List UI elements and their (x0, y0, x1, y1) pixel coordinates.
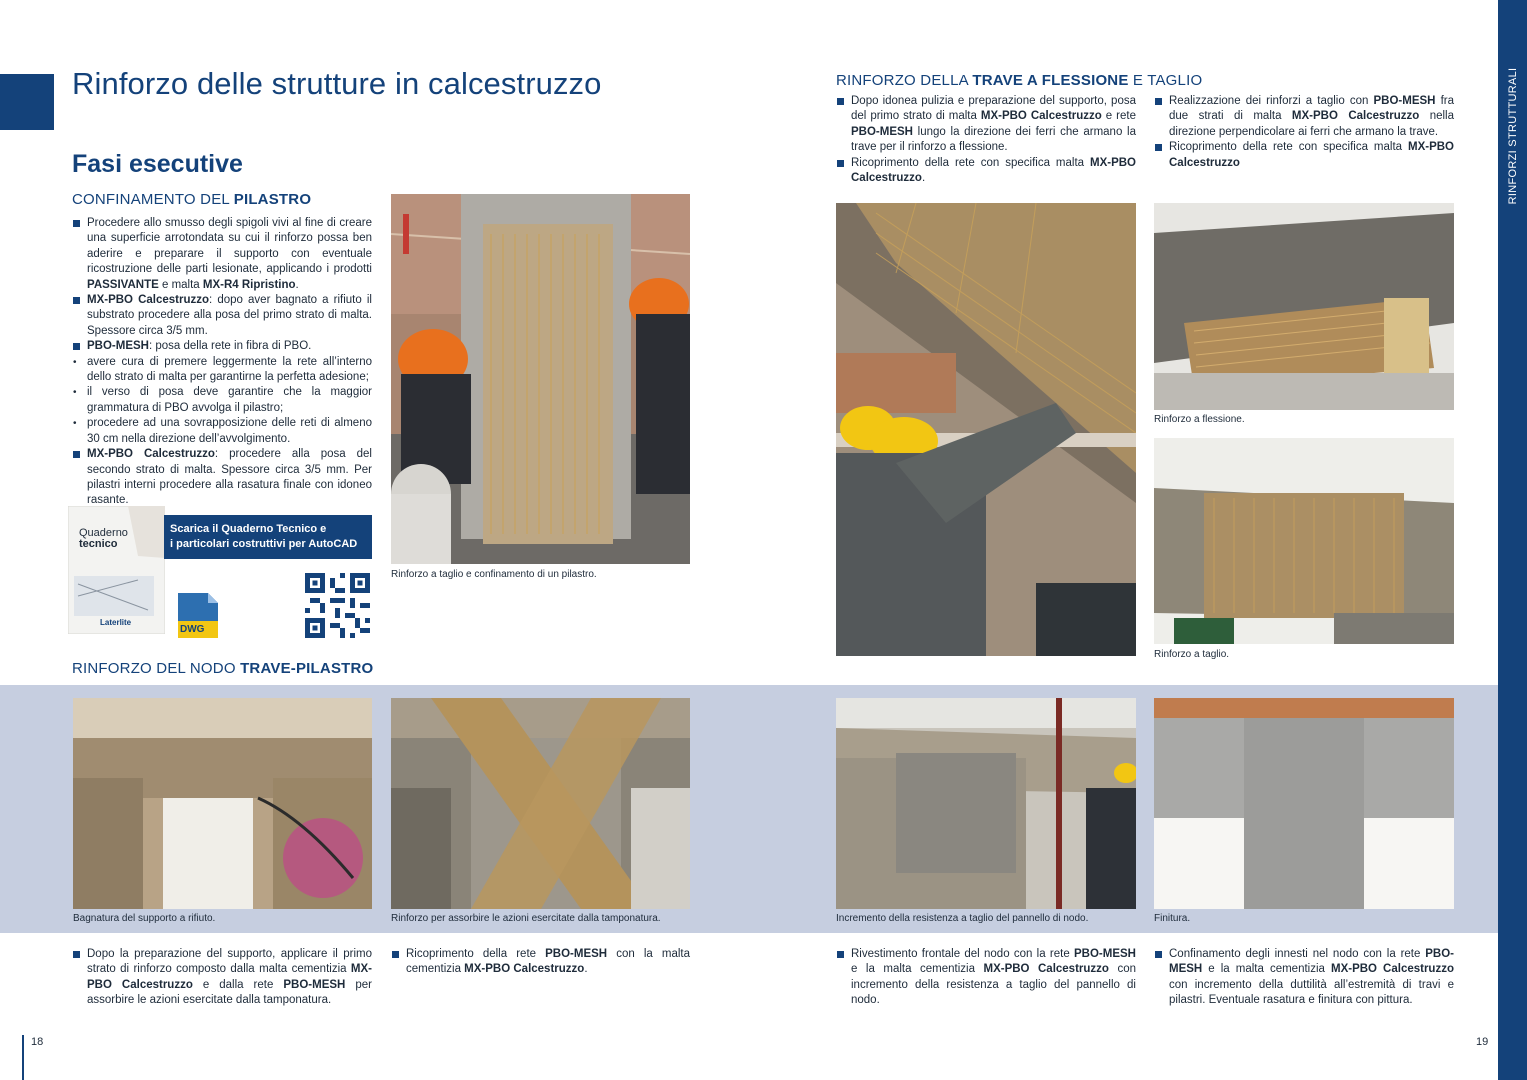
list-item: • il verso di posa deve garantire che la maggior grammatura di PBO avvolga il pilastro; (72, 385, 372, 416)
page-number-left: 18 (31, 1036, 44, 1048)
heading-confinamento-pilastro: CONFINAMENTO DEL PILASTRO (72, 191, 312, 208)
list-item: Dopo la preparazione del supporto, applicare il primo strato di rinforzo composto dalla malta cementizia MX-PBO Calcestruzzo e dalla rete PBO-MESH per assorbire le azioni esercitate dalla tamponatura. (72, 947, 372, 1009)
photo-pillar-confinement (391, 194, 690, 564)
list-item: MX-PBO Calcestruzzo: dopo aver bagnato a rifiuto il substrato procedere alla posa del primo strato di malta. Spessore circa 3/5 mm. (72, 293, 372, 339)
title-accent-block (0, 74, 54, 130)
booklet-brand: Laterlite (100, 618, 132, 627)
photo-band-tamponatura (391, 698, 690, 909)
bottom-text-2 (391, 947, 690, 978)
photo-band-finish (1154, 698, 1454, 909)
caption-flessione: Rinforzo a flessione. (1154, 414, 1245, 425)
list-item: Dopo idonea pulizia e preparazione del supporto, posa del primo strato di malta MX-PBO Calcestruzzo e rete PBO-MESH lungo la direzione dei ferri che armano la trave per il rinforzo a flessione. (836, 94, 1136, 156)
dwg-file-icon[interactable]: DWG (178, 593, 218, 638)
trave-steps-list-1 (836, 94, 1136, 186)
list-item: Realizzazione dei rinforzi a taglio con PBO-MESH fra due strati di malta MX-PBO Calcestruzzo nella direzione perpendicolare ai ferri che armano la trave. (1154, 94, 1454, 140)
list-item: Procedere allo smusso degli spigoli vivi al fine di creare una superficie arrotondata su cui il rinforzo possa ben aderire e preparare il supporto con eventuale ricostruzione delle parti lesionate, applicando i prodotti PASSIVANTE e malta MX-R4 Ripristino. (72, 216, 372, 293)
side-section-label: RINFORZI STRUTTURALI (1506, 67, 1519, 205)
list-item: • procedere ad una sovrapposizione delle reti di almeno 30 cm nella direzione dell’avvolgimento. (72, 416, 372, 447)
list-item: Confinamento degli innesti nel nodo con la rete PBO-MESH e la malta cementizia MX-PBO Calcestruzzo con incremento della duttilità all’estremità di travi e pilastri. Eventuale rasatura e finitura con pittura. (1154, 947, 1454, 1009)
bottom-text-3 (836, 947, 1136, 1009)
bottom-text-4 (1154, 947, 1454, 1009)
trave-steps-list-2 (1154, 94, 1454, 171)
bottom-text-1 (72, 947, 372, 1009)
heading-trave-flessione-taglio: RINFORZO DELLA TRAVE A FLESSIONE E TAGLIO (836, 72, 1203, 89)
download-banner[interactable]: Scarica il Quaderno Tecnico e i particolari costruttivi per AutoCAD (164, 515, 372, 559)
list-item: Rivestimento frontale del nodo con la rete PBO-MESH e la malta cementizia MX-PBO Calcestruzzo con incremento della resistenza a taglio del pannello di nodo. (836, 947, 1136, 1009)
quaderno-tecnico-booklet[interactable] (68, 506, 165, 634)
booklet-title: Quaderno tecnico (79, 527, 128, 550)
caption-band-1: Bagnatura del supporto a rifiuto. (73, 913, 216, 924)
qr-code-icon[interactable] (305, 573, 370, 638)
photo-band-node-shear (836, 698, 1136, 909)
confinamento-steps-list (72, 216, 372, 509)
list-item: Ricoprimento della rete con specifica malta MX-PBO Calcestruzzo (1154, 140, 1454, 171)
caption-pillar-photo: Rinforzo a taglio e confinamento di un pilastro. (391, 569, 597, 580)
caption-band-4: Finitura. (1154, 913, 1191, 924)
caption-band-3: Incremento della resistenza a taglio del pannello di nodo. (836, 913, 1089, 924)
photo-beam-flexural-reinforcement (836, 203, 1136, 656)
list-item: MX-PBO Calcestruzzo: procedere alla posa del secondo strato di malta. Spessore circa 3/5 mm. Per pilastri interni procedere alla rasatura finale con idoneo rasante. (72, 447, 372, 509)
page-rule (22, 1035, 24, 1080)
list-item: • avere cura di premere leggermente la rete all’interno dello strato di malta per garantirne la perfetta adesione; (72, 355, 372, 386)
list-item: PBO-MESH: posa della rete in fibra di PBO. (72, 339, 372, 354)
heading-nodo-trave-pilastro: RINFORZO DEL NODO TRAVE-PILASTRO (72, 660, 374, 677)
page-title: Rinforzo delle strutture in calcestruzzo (72, 66, 602, 101)
list-item: Ricoprimento della rete PBO-MESH con la malta cementizia MX-PBO Calcestruzzo. (391, 947, 690, 978)
photo-band-wetting (73, 698, 372, 909)
caption-taglio: Rinforzo a taglio. (1154, 649, 1230, 660)
section-subtitle: Fasi esecutive (72, 150, 243, 178)
photo-beam-shear-detail (1154, 438, 1454, 644)
list-item: Ricoprimento della rete con specifica malta MX-PBO Calcestruzzo. (836, 156, 1136, 187)
page-number-right: 19 (1476, 1036, 1489, 1048)
photo-beam-flexion-detail (1154, 203, 1454, 410)
caption-band-2: Rinforzo per assorbire le azioni esercitate dalla tamponatura. (391, 913, 661, 924)
